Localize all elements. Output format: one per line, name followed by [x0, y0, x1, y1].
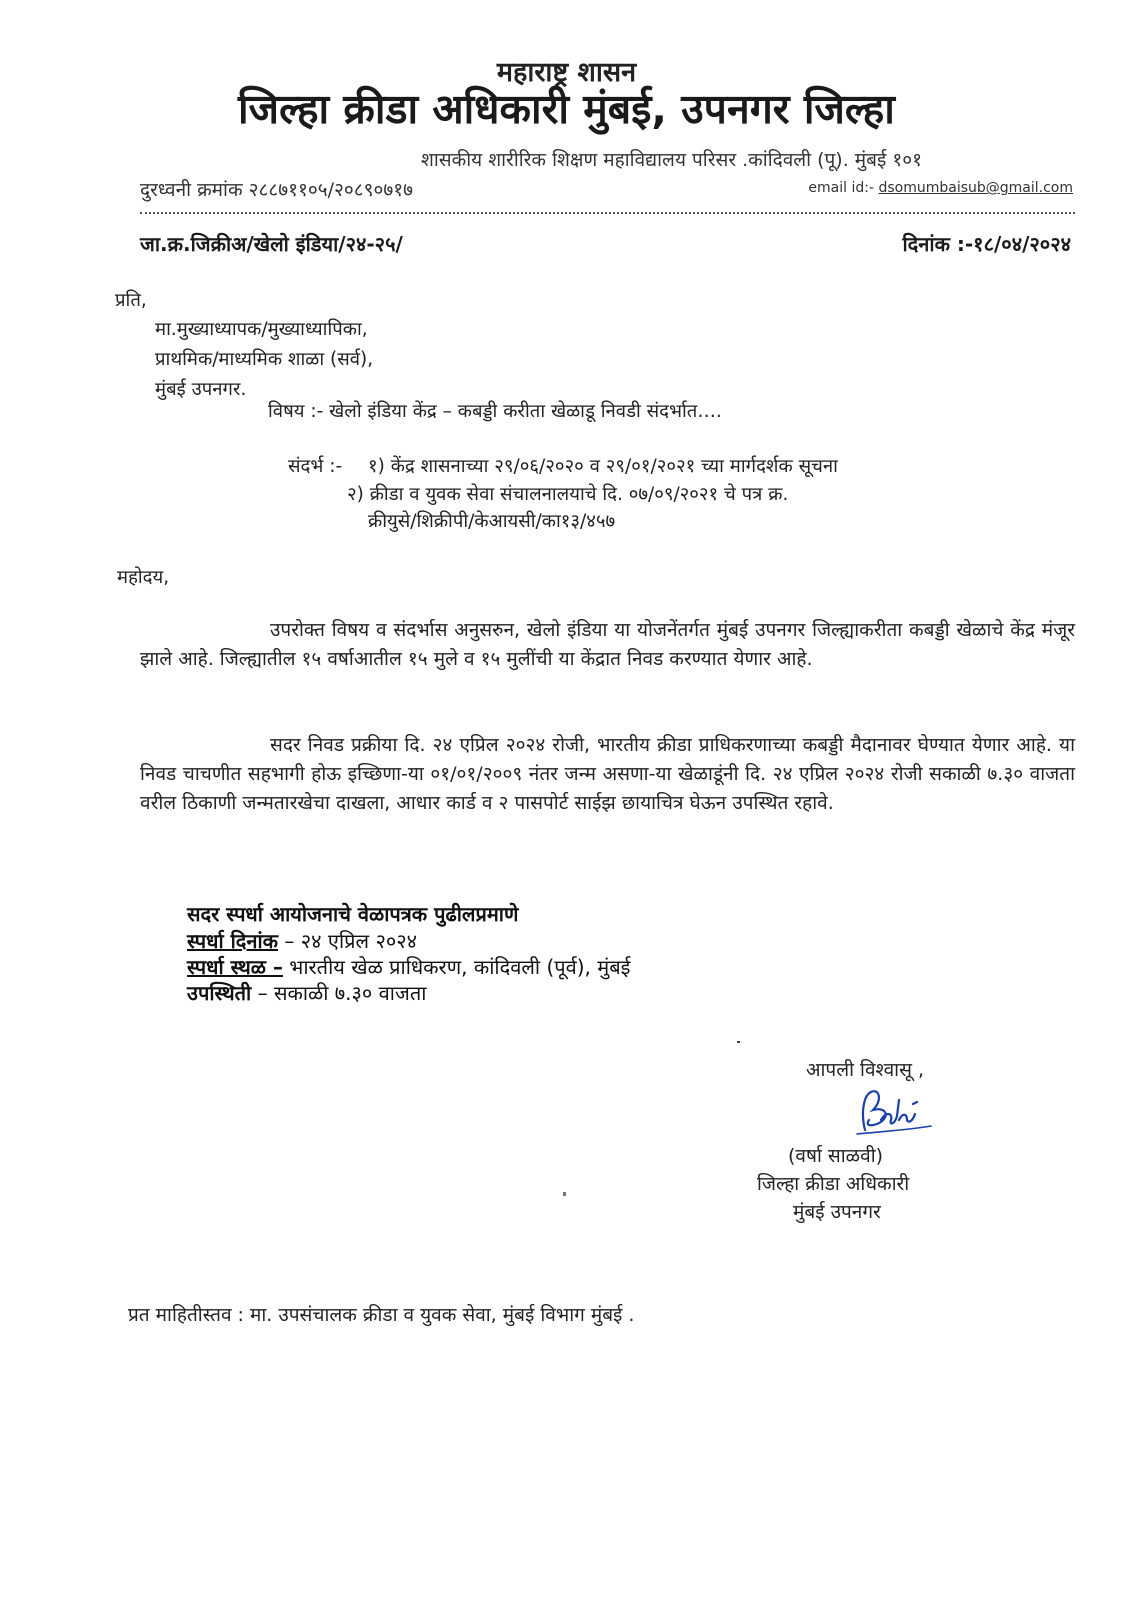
references-label: संदर्भ :-	[288, 456, 343, 477]
reference-number: जा.क्र.जिक्रीअ/खेलो इंडिया/२४-२५/	[140, 232, 403, 256]
schedule-time	[187, 979, 426, 1006]
government-name: महाराष्ट्र शासन	[496, 57, 637, 88]
recipient-line-2: प्राथमिक/माध्यमिक शाळा (सर्व),	[155, 349, 374, 370]
office-address: शासकीय शारीरिक शिक्षण महाविद्यालय परिसर .कांदिवली (पू). मुंबई १०१	[420, 149, 923, 171]
phone-number: दुरध्वनी क्रमांक २८८७११०५/२०८९०७१७	[140, 179, 414, 201]
email-line	[808, 180, 1073, 196]
signatory-place: मुंबई उपनगर	[793, 1201, 881, 1223]
office-title: जिल्हा क्रीडा अधिकारी मुंबई, उपनगर जिल्हा	[238, 85, 895, 133]
schedule-date-value: – २४ एप्रिल २०२४	[278, 929, 418, 953]
schedule-date	[187, 927, 417, 954]
scan-speck	[563, 1192, 566, 1196]
schedule-venue	[187, 953, 630, 980]
signatory-title: जिल्हा क्रीडा अधिकारी	[757, 1173, 910, 1195]
salutation: महोदय,	[117, 567, 170, 588]
schedule-venue-label: स्पर्धा स्थळ –	[187, 955, 283, 979]
subject-line: विषय :- खेलो इंडिया केंद्र – कबड्डी करीता खेळाडू निवडी संदर्भात….	[268, 401, 722, 422]
email-address: dsomumbaisub@gmail.com	[878, 180, 1073, 196]
schedule-date-label: स्पर्धा दिनांक	[187, 929, 279, 953]
reference-item-2: २) क्रीडा व युवक सेवा संचालनालयाचे दि. ०७/०९/२०२१ चे पत्र क्र.	[347, 484, 789, 505]
body-paragraph-2: सदर निवड प्रक्रीया दि. २४ एप्रिल २०२४ रोजी, भारतीय क्रीडा प्राधिकरणाच्या कबड्डी मैदानावर घेण्यात येणार आहे. या निवड चाचणीत सहभागी होऊ इच्छिणा-या ०१/०१/२००९ नंतर जन्म असणा-या खेळाडूंनी दि. २४ एप्रिल २०२४ रोजी सकाळी ७.३० वाजता वरील ठिकाणी जन्मतारखेचा दाखला, आधार कार्ड व २ पासपोर्ट साईझ छायाचित्र घेऊन उपस्थित रहावे.	[140, 734, 1075, 814]
closing-line: आपली विश्वासू ,	[806, 1059, 925, 1081]
schedule-time-value: – सकाळी ७.३० वाजता	[251, 981, 427, 1005]
body-paragraph-1: उपरोक्त विषय व संदर्भास अनुसरुन, खेलो इंडिया या योजनेंतर्गत मुंबई उपनगर जिल्ह्याकरीता कबड्डी खेळाचे केंद्र मंजूर झाले आहे. जिल्ह्यातील १५ वर्षाआतील १५ मुले व १५ मुलींची या केंद्रात निवड करण्यात येणार आहे.	[140, 619, 1075, 670]
signature-image	[847, 1086, 937, 1138]
header-divider	[140, 212, 1075, 214]
reference-item-1: १) केंद्र शासनाच्या २९/०६/२०२० व २९/०१/२०२१ च्या मार्गदर्शक सूचना	[368, 456, 838, 477]
recipient-line-3: मुंबई उपनगर.	[155, 379, 247, 400]
scan-speck	[737, 1041, 740, 1043]
recipient-label: प्रति,	[115, 290, 147, 311]
email-label: email id:-	[808, 180, 879, 196]
schedule-heading: सदर स्पर्धा आयोजनाचे वेळापत्रक पुढीलप्रमाणे	[187, 902, 519, 926]
reference-item-2-cont: क्रीयुसे/शिक्रीपी/केआयसी/का१३/४५७	[368, 511, 616, 532]
signatory-name: (वर्षा साळवी)	[788, 1145, 884, 1167]
letter-date: दिनांक :-१८/०४/२०२४	[902, 232, 1071, 256]
copy-to-line: प्रत माहितीस्तव : मा. उपसंचालक क्रीडा व युवक सेवा, मुंबई विभाग मुंबई .	[128, 1304, 635, 1326]
schedule-venue-value: भारतीय खेळ प्राधिकरण, कांदिवली (पूर्व), मुंबई	[282, 955, 631, 979]
recipient-line-1: मा.मुख्याध्यापक/मुख्याध्यापिका,	[155, 319, 368, 340]
schedule-time-label: उपस्थिती	[187, 981, 252, 1005]
